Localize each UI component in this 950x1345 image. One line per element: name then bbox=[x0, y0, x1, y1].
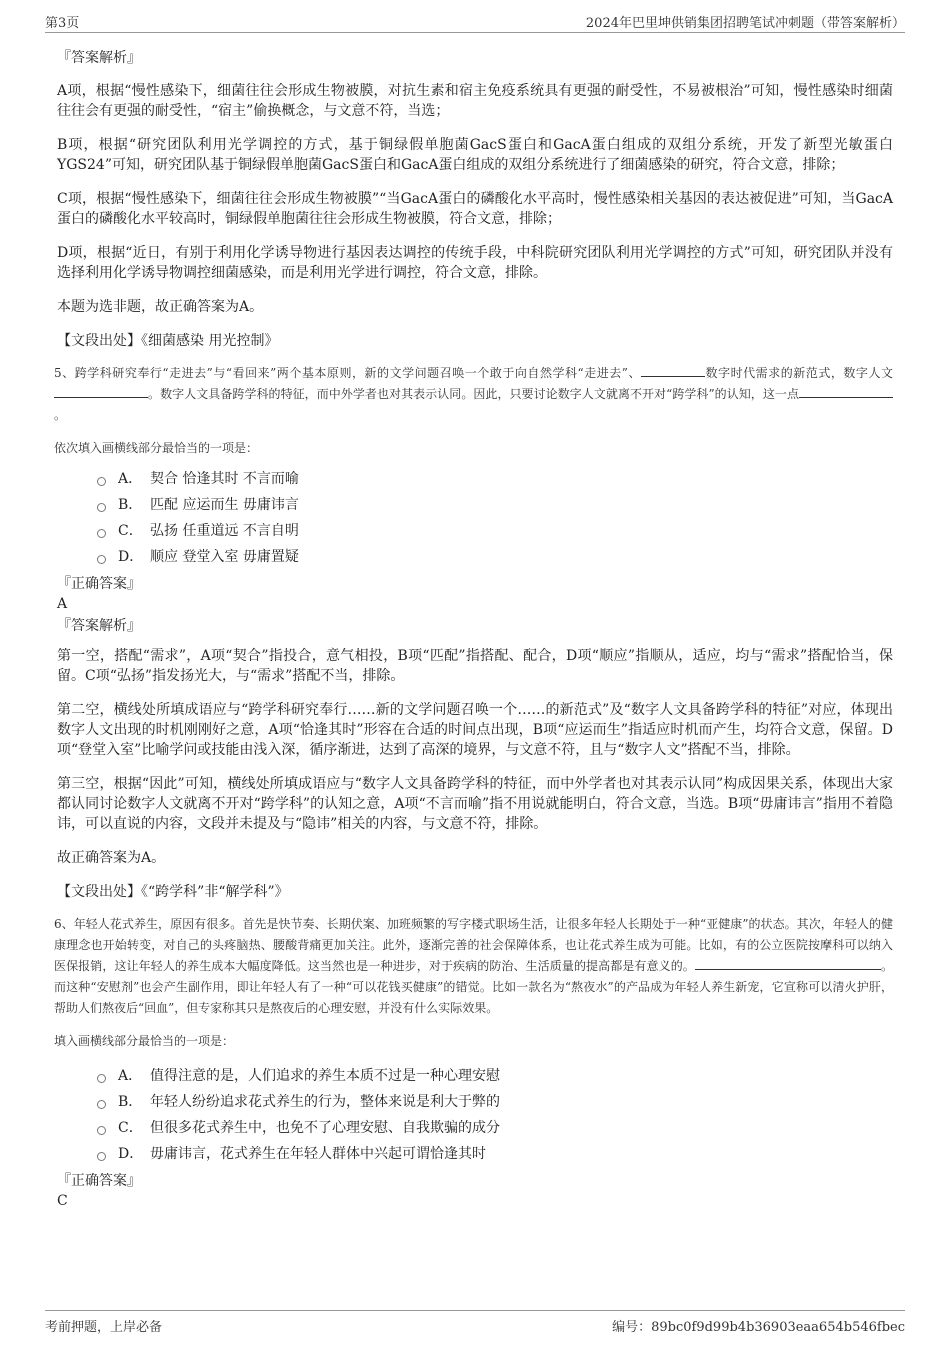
radio-icon[interactable] bbox=[97, 555, 106, 564]
page-header bbox=[45, 12, 905, 33]
q4-analysis-b: B项，根据“研究团队利用光学调控的方式，基于铜绿假单胞菌GacS蛋白和GacA蛋白组成的双组分系统，开发了新型光敏蛋白YGS24”可知，研究团队基于铜绿假单胞菌GacS蛋白和GacA蛋白组成的双组分系统进行了细菌感染的研究，符合文意，排除； bbox=[57, 137, 893, 173]
q5-blank-1 bbox=[641, 364, 705, 377]
q5-analysis-1: 第一空，搭配“需求”，A项“契合”指投合，意气相投，B项“匹配”指搭配、配合，D项“顺应”指顺从，适应，均与“需求”搭配恰当，保留。C项“弘扬”指发扬光大，与“需求”搭配不当，排除。 bbox=[57, 648, 893, 684]
q5-source: 【文段出处】《“跨学科”非“解学科”》 bbox=[57, 884, 289, 900]
document-id: 编号：89bc0f9d99b4b36903eaa654b546fbec bbox=[612, 1320, 905, 1335]
document-title: 2024年巴里坤供销集团招聘笔试冲刺题（带答案解析） bbox=[585, 16, 905, 31]
q5-option-b[interactable]: B． 匹配 应运而生 毋庸讳言 bbox=[97, 492, 893, 518]
page-number: 第3页 bbox=[45, 16, 80, 31]
footer-slogan: 考前押题，上岸必备 bbox=[45, 1320, 163, 1335]
radio-icon[interactable] bbox=[97, 1100, 106, 1109]
q4-conclusion: 本题为选非题，故正确答案为A。 bbox=[57, 299, 264, 315]
q5-blank-2 bbox=[54, 385, 148, 398]
q6-question: 6、年轻人花式养生，原因有很多。首先是快节奏、长期伏案、加班频繁的写字楼式职场生活，让很多年轻人长期处于一种“亚健康”的状态。其次，年轻人的健康理念也开始转变，对自己的头疼脑热、腰酸背痛更加关注。此外，逐渐完善的社会保障体系，也让花式养生成为可能。比如，有的公立医院按摩科可以纳入医保报销，这让年轻人的养生成本大幅度降低。这当然也是一种进步，对于疾病的防治、生活质量的提高都是有意义的。 。而这种“安慰剂”也会产生副作用，即让年轻人有了一种“可以花钱买健康”的错觉。比如一款名为“熬夜水”的产品成为年轻人养生新宠，它宣称可以清火护肝，帮助人们熬夜后“回血”，但专家称其只是熬夜后的心理安慰，并没有什么实际效果。 bbox=[54, 917, 893, 1015]
q6-options bbox=[57, 1063, 893, 1167]
radio-icon[interactable] bbox=[97, 529, 106, 538]
q4-analysis-a: A项，根据“慢性感染下，细菌往往会形成生物被膜，对抗生素和宿主免疫系统具有更强的耐受性，不易被根治”可知，慢性感染时细菌往往会有更强的耐受性，“宿主”偷换概念，与文意不符，当选； bbox=[57, 83, 893, 119]
q6-correct-label: 『正确答案』 bbox=[57, 1173, 141, 1189]
q5-prompt: 依次填入画横线部分最恰当的一项是： bbox=[54, 441, 259, 455]
q5-option-a[interactable]: A． 契合 恰逢其时 不言而喻 bbox=[97, 466, 893, 492]
q6-correct-answer: C bbox=[57, 1193, 68, 1209]
radio-icon[interactable] bbox=[97, 1152, 106, 1161]
q5-analysis-2: 第二空，横线处所填成语应与“跨学科研究奉行……新的文学问题召唤一个……的新范式”及“数字人文具备跨学科的特征”对应，体现出数字人文出现的时机刚刚好之意，A项“恰逢其时”形容在合适的时间点出现，B项“应运而生”指适应时机而产生，均符合文意，保留。D项“登堂入室”比喻学问或技能由浅入深，循序渐进，达到了高深的境界，与文意不符，且与“数字人文”搭配不当，排除。 bbox=[57, 702, 893, 758]
radio-icon[interactable] bbox=[97, 477, 106, 486]
q5-option-c[interactable]: C． 弘扬 任重道远 不言自明 bbox=[97, 518, 893, 544]
q6-option-d[interactable]: D． 毋庸讳言，花式养生在年轻人群体中兴起可谓恰逢其时 bbox=[97, 1141, 893, 1167]
q5-analysis-3: 第三空，根据“因此”可知，横线处所填成语应与“数字人文具备跨学科的特征，而中外学者也对其表示认同”构成因果关系，体现出大家都认同讨论数字人文就离不开对“跨学科”的认知之意，A项“不言而喻”指不用说就能明白，符合文意，当选。B项“毋庸讳言”指用不着隐讳，可以直说的内容，文段并未提及与“隐讳”相关的内容，与文意不符，排除。 bbox=[57, 776, 893, 832]
q5-correct-answer: A bbox=[57, 596, 68, 612]
q6-prompt: 填入画横线部分最恰当的一项是： bbox=[54, 1034, 235, 1048]
q5-option-d[interactable]: D． 顺应 登堂入室 毋庸置疑 bbox=[97, 544, 893, 570]
q4-analysis-label: 『答案解析』 bbox=[57, 50, 141, 66]
q4-analysis-d: D项，根据“近日，有别于利用化学诱导物进行基因表达调控的传统手段，中科院研究团队利用光学调控的方式”可知，研究团队并没有选择利用化学诱导物调控细菌感染，而是利用光学进行调控，符合文意，排除。 bbox=[57, 245, 893, 281]
page-footer bbox=[45, 1310, 905, 1337]
radio-icon[interactable] bbox=[97, 1126, 106, 1135]
q6-option-a[interactable]: A． 值得注意的是，人们追求的养生本质不过是一种心理安慰 bbox=[97, 1063, 893, 1089]
radio-icon[interactable] bbox=[97, 503, 106, 512]
q6-option-b[interactable]: B． 年轻人纷纷追求花式养生的行为，整体来说是利大于弊的 bbox=[97, 1089, 893, 1115]
q6-blank bbox=[695, 957, 881, 970]
q5-options bbox=[57, 466, 893, 570]
q6-option-c[interactable]: C． 但很多花式养生中，也免不了心理安慰、自我欺骗的成分 bbox=[97, 1115, 893, 1141]
q5-blank-3 bbox=[799, 385, 893, 398]
q4-analysis-c: C项，根据“慢性感染下，细菌往往会形成生物被膜”“当GacA蛋白的磷酸化水平高时，慢性感染相关基因的表达被促进”可知，当GacA蛋白的磷酸化水平较高时，铜绿假单胞菌往往会形成生物被膜，符合文意，排除； bbox=[57, 191, 893, 227]
q5-analysis-label: 『答案解析』 bbox=[57, 618, 141, 634]
q4-source: 【文段出处】《细菌感染 用光控制》 bbox=[57, 333, 279, 349]
radio-icon[interactable] bbox=[97, 1074, 106, 1083]
q5-conclusion: 故正确答案为A。 bbox=[57, 850, 166, 866]
q5-question: 5、跨学科研究奉行“走进去”与“看回来”两个基本原则，新的文学问题召唤一个敢于向自然学科“走进去”、 数字时代需求的新范式，数字人文。数字人文具备跨学科的特征，而中外学者也对其表示认同。因此，只要讨论数字人文就离不开对“跨学科”的认知，这一点。 bbox=[54, 366, 893, 422]
page-content bbox=[54, 46, 893, 1211]
q5-correct-label: 『正确答案』 bbox=[57, 576, 141, 592]
